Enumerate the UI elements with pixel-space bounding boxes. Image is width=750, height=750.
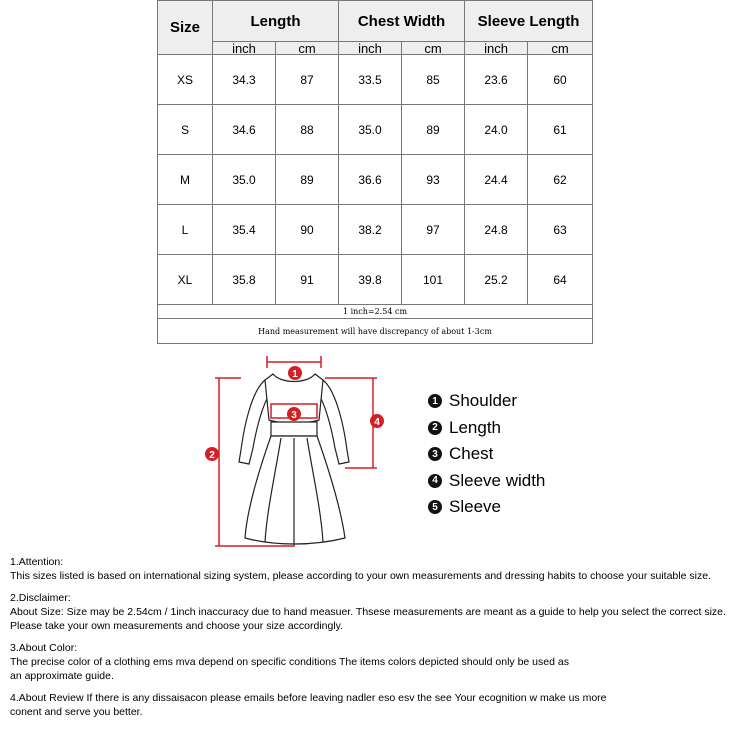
disclaimer-title: 2.Disclaimer: [10,592,71,604]
table-row [158,55,593,105]
chest-cm-cell: 93 [402,155,465,205]
chest-inch-cell: 39.8 [339,255,402,305]
length-header: Length [213,1,339,42]
legend-item-chest [428,441,545,468]
sleeve-cm-cell: 62 [528,155,593,205]
chest-cm-cell: 101 [402,255,465,305]
legend-label: Sleeve [449,497,501,517]
legend-label: Shoulder [449,391,518,411]
disclaimer-body-2: Please take your own measurements and choose your size accordingly. [10,620,344,632]
chest-header: Chest Width [339,1,465,42]
marker-4-label: 4 [374,417,380,428]
unit-cell: cm [276,42,339,55]
unit-row [158,42,593,55]
sleeve-cm-cell: 61 [528,105,593,155]
conversion-note: 1 inch=2.54 cm [158,305,593,319]
length-cm-cell: 90 [276,205,339,255]
review-body-2: conent and serve you better. [10,706,143,718]
dress-outline [239,374,349,545]
disclaimer-body-1: About Size: Size may be 2.54cm / 1inch inaccuracy due to hand measuer. Thsese measurements are meant as a guide to help you select the correct size. [10,606,726,618]
legend-item-sleeve-width [428,468,545,495]
size-cell: M [158,155,213,205]
attention-note [10,555,745,583]
marker-2-label: 2 [209,450,215,461]
table-row [158,205,593,255]
legend-label: Length [449,417,501,437]
table-row [158,255,593,305]
chest-inch-cell: 38.2 [339,205,402,255]
attention-title: 1.Attention: [10,556,64,568]
notes-section [10,555,745,727]
number-badge-icon: 5 [428,500,442,514]
sleeve-cm-cell: 63 [528,205,593,255]
length-cm-cell: 87 [276,55,339,105]
length-cm-cell: 91 [276,255,339,305]
length-cm-cell: 89 [276,155,339,205]
review-body-1: 4.About Review If there is any dissaisacon please emails before leaving nadler eso esv the see Your ecognition w make us more [10,692,607,704]
sleeve-header: Sleeve Length [465,1,593,42]
size-chart-table [157,0,593,344]
legend-label: Chest [449,444,494,464]
color-body-2: an approximate guide. [10,670,114,682]
length-inch-cell: 35.8 [213,255,276,305]
marker-3 [287,407,301,421]
marker-1-label: 1 [292,369,298,380]
length-cm-cell: 88 [276,105,339,155]
number-badge-icon: 2 [428,421,442,435]
length-inch-cell: 34.6 [213,105,276,155]
sleeve-inch-cell: 23.6 [465,55,528,105]
conversion-note-row [158,305,593,319]
sleeve-inch-cell: 25.2 [465,255,528,305]
table-row [158,155,593,205]
chest-cm-cell: 97 [402,205,465,255]
marker-3-label: 3 [291,410,297,421]
length-inch-cell: 35.0 [213,155,276,205]
marker-1 [288,366,302,380]
sleeve-cm-cell: 60 [528,55,593,105]
length-inch-cell: 35.4 [213,205,276,255]
chest-inch-cell: 36.6 [339,155,402,205]
unit-cell: cm [402,42,465,55]
attention-body: This sizes listed is based on international sizing system, please according to your own measurements and dressing habits to choose your suitable size. [10,570,711,582]
unit-cell: inch [465,42,528,55]
unit-cell: inch [213,42,276,55]
sleeve-cm-cell: 64 [528,255,593,305]
size-cell: XL [158,255,213,305]
number-badge-icon: 1 [428,394,442,408]
chest-inch-cell: 33.5 [339,55,402,105]
unit-cell: cm [528,42,593,55]
chest-cm-cell: 89 [402,105,465,155]
measurement-legend [428,388,545,521]
sleeve-inch-cell: 24.4 [465,155,528,205]
disclaimer-note [10,591,745,633]
sleeve-inch-cell: 24.0 [465,105,528,155]
size-cell: L [158,205,213,255]
legend-item-sleeve [428,494,545,521]
legend-item-length [428,415,545,442]
color-title: 3.About Color: [10,642,78,654]
number-badge-icon: 3 [428,447,442,461]
chest-inch-cell: 35.0 [339,105,402,155]
sleeve-inch-cell: 24.8 [465,205,528,255]
size-cell: S [158,105,213,155]
legend-label: Sleeve width [449,470,546,490]
measurement-note-row [158,319,593,344]
unit-cell: inch [339,42,402,55]
measurement-note: Hand measurement will have discrepancy of about 1-3cm [158,319,593,344]
number-badge-icon: 4 [428,474,442,488]
legend-item-shoulder [428,388,545,415]
size-header: Size [158,1,213,55]
size-cell: XS [158,55,213,105]
color-note [10,641,745,683]
marker-2 [205,447,219,461]
color-body-1: The precise color of a clothing ems mva depend on specific conditions The items colors depicted should only be used as [10,656,569,668]
dress-diagram [195,350,395,550]
chest-cm-cell: 85 [402,55,465,105]
review-note [10,691,745,719]
marker-4 [370,414,384,428]
length-inch-cell: 34.3 [213,55,276,105]
table-header-row [158,1,593,42]
table-row [158,105,593,155]
